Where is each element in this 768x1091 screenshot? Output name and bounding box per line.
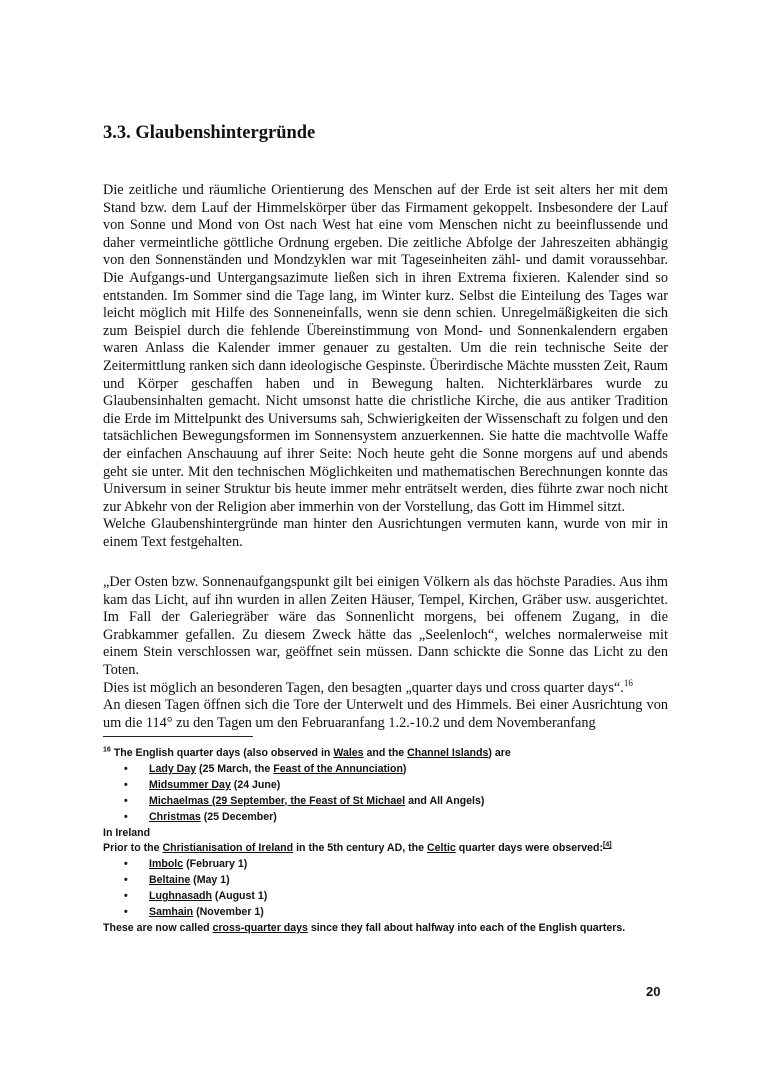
- ireland-heading: In Ireland: [103, 826, 151, 839]
- footnote-reference[interactable]: 16: [623, 677, 633, 688]
- english-quarter-days-list: [103, 762, 683, 826]
- list-item: [124, 762, 683, 778]
- list-item-text: ): [402, 762, 407, 775]
- citation-link[interactable]: [4]: [603, 841, 612, 849]
- link-christianisation-of-ireland[interactable]: Christianisation of Ireland: [162, 842, 294, 855]
- quote-text: „Der Osten bzw. Sonnenaufgangspunkt gilt bei einigen Völkern als das höchste Paradies. Aus ihm kam das Licht, auf ihn wurden in allen Zeiten Häuser, Tempel, Kirchen, Gräber usw. ausgerichtet. Im Fall der Galeriegräber wäre das Sonnenlicht morgens, bei offenem Zugang, in die Grabkammer gefallen. Zu diesem Zweck hätte das „Seelenloch“, welches normalerweise mit einem Stein verschlossen war, geöffnet sein müssen. Dann schickte die Sonne das Licht zu den Toten.: [103, 574, 668, 678]
- list-item-text: (24 June): [230, 778, 281, 791]
- link-st-michael[interactable]: St Michael: [352, 794, 406, 807]
- celtic-quarter-days-list: [103, 857, 683, 921]
- list-item: [124, 794, 683, 810]
- bullet-icon: •: [124, 794, 128, 807]
- bullet-icon: •: [124, 762, 128, 775]
- paragraph-quote: [103, 574, 668, 732]
- footnote-divider: [103, 736, 253, 737]
- list-item-text: (February 1): [183, 858, 248, 871]
- list-item: [124, 873, 683, 889]
- footnote-number: 16: [103, 746, 111, 754]
- prior-note-text: in the 5th century AD, the: [293, 842, 427, 855]
- bullet-icon: •: [124, 810, 128, 823]
- gates-text: An diesen Tagen öffnen sich die Tore der Unterwelt und des Himmels. Bei einer Ausrichtung von um die 114° zu den Tagen um den Februaranfang 1.2.-10.2 und dem Novemberanfang: [103, 697, 668, 731]
- list-item: [124, 857, 683, 873]
- bullet-icon: •: [124, 778, 128, 791]
- closing-note: [103, 921, 683, 937]
- bullet-icon: •: [124, 890, 128, 903]
- prior-note: [103, 841, 683, 857]
- footnote-intro-text: ) are: [488, 747, 511, 759]
- paragraph-closing-text: Welche Glaubenshintergründe man hinter den Ausrichtungen vermuten kann, wurde von mir in einem Text festgehalten.: [103, 516, 668, 550]
- page-number: 20: [646, 984, 661, 999]
- link-beltaine[interactable]: Beltaine: [149, 874, 191, 887]
- link-cross-quarter-days[interactable]: cross-quarter days: [212, 921, 308, 934]
- link-lughnasadh[interactable]: Lughnasadh: [149, 890, 212, 903]
- closing-note-text: These are now called: [103, 921, 213, 934]
- section-heading: 3.3. Glaubenshintergründe: [103, 123, 316, 143]
- list-item-text: (November 1): [193, 906, 264, 919]
- link-channel-islands[interactable]: Channel Islands: [407, 747, 489, 759]
- paragraph-orientation: [103, 182, 668, 551]
- footnote-intro-text: The English quarter days (also observed in: [113, 747, 334, 759]
- paragraph-main-text: Die zeitliche und räumliche Orientierung des Menschen auf der Erde ist seit alters her mit dem Stand bzw. dem Lauf der Himmelskörper über das Firmament gekoppelt. Insbesondere der Lauf von Sonne und Mond von Ost nach West hat eine vom Menschen nicht zu beeinflussende und daher vermeintliche göttliche Ordnung ergeben. Die zeitliche Abfolge der Jahreszeiten abhängig von den Sonnenständen und Mondzyklen war mit Tageseinheiten zähl- und damit voraussehbar. Die Aufgangs-und Untergangsazimute ließen sich in ihren Extrema fixieren. Kalender sind so entstanden. Im Sommer sind die Tage lang, im Winter kurz. Selbst die Einteilung des Tages war leicht möglich mit Hilfe des Sonneneinfalls, wenn sie denn schien. Unregelmäßigkeiten die sich zum Beispiel durch die fehlende Übereinstimmung von Mond- und Sonnenkalendern ergaben waren Anlass die Kalender immer genauer zu gestalten. Um die rein technische Seite der Zeitermittlung ranken sich dann ideologische Gespinste. Überirdische Mächte mussten Zeit, Raum und Körper geschaffen haben und in Bewegung halten. Nichterklärbares wurde zu Glaubensinhalten gemacht. Nicht umsonst hatte die christliche Kirche, die aus antiker Tradition die Erde im Mittelpunkt des Universums sah, Schwierigkeiten der Wissenschaft zu folgen und den tatsächlichen Bewegungsformen im Sonnensystem anzuerkennen. Sie hatte die machtvolle Waffe der einfachen Anschauung auf ihrer Seite: Noch heute geht die Sonne morgens auf und abends geht sie unter. Mit den technischen Möglichkeiten und mathematischen Berechnungen konnte das Universum in seiner Struktur bis heute immer mehr enträtselt werden, dies führte zwar noch nicht zur Abkehr von der Religion aber immerhin von der Vorstellung, das Gott im Himmel sitzt.: [103, 182, 668, 515]
- link-midsummer-day[interactable]: Midsummer Day: [149, 778, 231, 791]
- link-wales[interactable]: Wales: [333, 747, 364, 759]
- bullet-icon: •: [124, 906, 128, 919]
- list-item: [124, 889, 683, 905]
- closing-note-text: since they fall about halfway into each of the English quarters.: [307, 921, 626, 934]
- bullet-icon: •: [124, 858, 128, 871]
- prior-note-text: quarter days were observed:: [455, 842, 604, 855]
- link-celtic[interactable]: Celtic: [426, 842, 456, 855]
- list-item-text: (25 December): [200, 810, 277, 823]
- footnote-intro: [103, 746, 683, 762]
- list-item-text: (May 1): [190, 874, 230, 887]
- link-feast-of-the-annunciation[interactable]: Feast of the Annunciation: [273, 762, 403, 775]
- footnote-block: [103, 746, 683, 937]
- link-imbolc[interactable]: Imbolc: [149, 858, 184, 871]
- link-lady-day[interactable]: Lady Day: [149, 762, 197, 775]
- footnote-intro-text: and the: [363, 747, 408, 759]
- list-item-text: (August 1): [211, 890, 268, 903]
- list-item-text: (25 March, the: [196, 762, 274, 775]
- link-christmas[interactable]: Christmas: [149, 810, 201, 823]
- prior-note-text: Prior to the: [103, 842, 163, 855]
- link-samhain[interactable]: Samhain: [149, 906, 194, 919]
- list-item-text: and All Angels): [405, 794, 485, 807]
- list-item: [124, 810, 683, 826]
- link-michaelmas[interactable]: Michaelmas (29 September, the Feast of: [149, 794, 353, 807]
- quarter-days-text: Dies ist möglich an besonderen Tagen, den besagten „quarter days und cross quarter days“.: [103, 679, 624, 696]
- list-item: [124, 778, 683, 794]
- list-item: [124, 905, 683, 921]
- bullet-icon: •: [124, 874, 128, 887]
